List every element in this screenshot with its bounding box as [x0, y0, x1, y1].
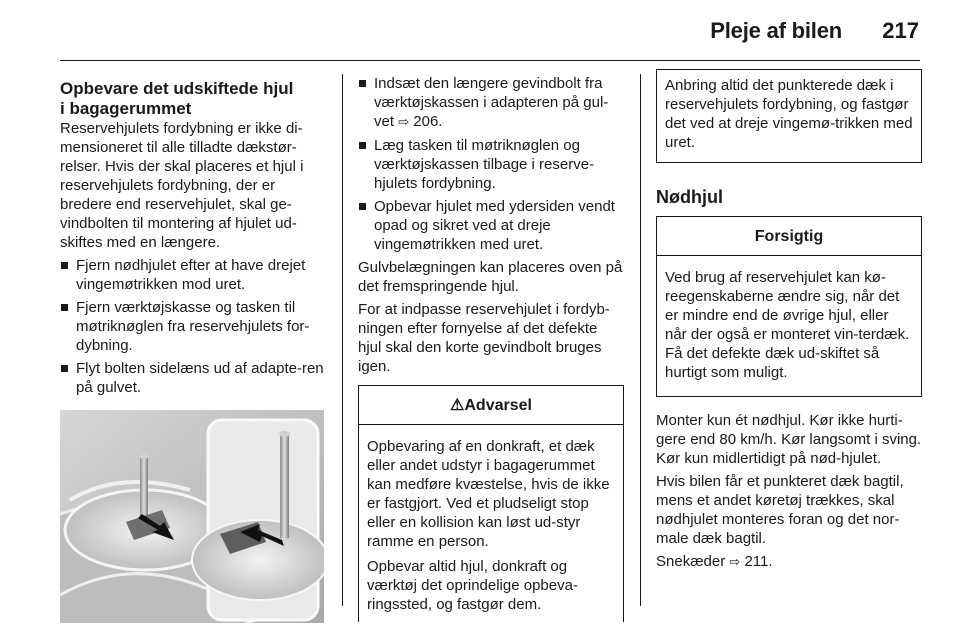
threaded-bolt [140, 456, 148, 522]
warning-triangle-icon: ⚠ [450, 397, 465, 414]
column-1 [60, 74, 326, 628]
paragraph: For at indpasse reservehjulet i fordyb-ningen efter fornyelse af det defekte hjul skal den korte gevindbolt bruges igen. [358, 301, 610, 375]
warning-box-body: Opbevaring af en donkraft, et dæk eller andet udstyr i bagagerummet kan medføre kvæstelse, hvis de ikke er fastgjort. Ved et pludseligt stop eller en kollision kan løst ud-styr ramme en person. Opbevar altid hjul, donkraft og værktøj det oprindelige opbeva-ringssted, og fastgør dem. [367, 438, 610, 613]
list-item: Fjern værktøjskasse og tasken til møtriknøglen fra reservehjulets for-dybning. [60, 298, 326, 355]
inset-long-bolt [280, 434, 289, 538]
list-item: Læg tasken til møtriknøglen og værktøjskassen tilbage i reserve-hjulets fordybning. [358, 136, 624, 193]
page-reference-arrow-icon: ⇨ [398, 115, 410, 130]
paragraph: Hvis bilen får et punkteret dæk bagtil, mens et andet køretøj trækkes, skal nødhjulet monteres foran og det nor-male dæk bagtil. [656, 473, 904, 547]
inset-bolt-head [279, 431, 290, 437]
spare-wheel-bolt-illustration [60, 410, 324, 623]
list-item: Opbevar hjulet med ydersiden vendt opad og sikret ved at dreje vingemøtrikken med uret. [358, 197, 624, 254]
column-divider-2 [640, 74, 641, 606]
paragraph-snow-chains: Snekæder ⇨ 211. [656, 553, 773, 570]
caution-box-body: Ved brug af reservehjulet kan kø-reegenskaberne ændre sig, når det er mindre end de øvrige hjul, eller når der også er monteret vin-terdæk. Få det defekte dæk ud-skiftet så hurtigt som muligt. [665, 269, 910, 381]
list-item: Indsæt den længere gevindbolt fra værktøjskassen i adapteren på gul-vet ⇨ 206. [358, 74, 624, 132]
caution-box-header: Forsigtig [657, 217, 921, 256]
warning-box-header: ⚠Advarsel [359, 386, 623, 425]
column-divider-1 [342, 74, 343, 606]
column-2 [358, 74, 624, 622]
list-item: Fjern nødhjulet efter at have drejet vingemøtrikken mod uret. [60, 256, 326, 294]
caution-box [656, 216, 922, 397]
warning-box [358, 385, 624, 622]
page-number: 217 [882, 18, 919, 43]
intro-paragraph: Reservehjulets fordybning er ikke di-mensioneret til alle tilladte dækstør-relser. Hvis der skal placeres et hjul i reservehjulets fordybning, der er bredere end reservehjulet, skal ge-vindbolten til montering af hjulet ud-skiftes med en længere. [60, 120, 304, 251]
column-3 [656, 74, 922, 576]
page-title: Pleje af bilen [710, 18, 842, 43]
header-rule [60, 60, 920, 61]
note-box-continued: Anbring altid det punkterede dæk i reservehjulets fordybning, og fastgør det ved at dreje vingemø-trikken med uret. [656, 69, 922, 163]
page-reference-arrow-icon: ⇨ [729, 555, 741, 570]
paragraph: Gulvbelægningen kan placeres oven på det fremspringende hjul. [358, 259, 623, 295]
bolt-head [139, 453, 149, 459]
section-heading-spare-wheel: Nødhjul [656, 187, 723, 207]
paragraph: Monter kun ét nødhjul. Kør ikke hurti-gere end 80 km/h. Kør langsomt i sving. Kør kun midlertidigt på nød-hjulet. [656, 412, 922, 467]
list-item: Flyt bolten sidelæns ud af adapte-ren på gulvet. [60, 359, 326, 397]
section-heading-storage: Opbevare det udskiftede hjul i bagagerummet [60, 79, 294, 118]
